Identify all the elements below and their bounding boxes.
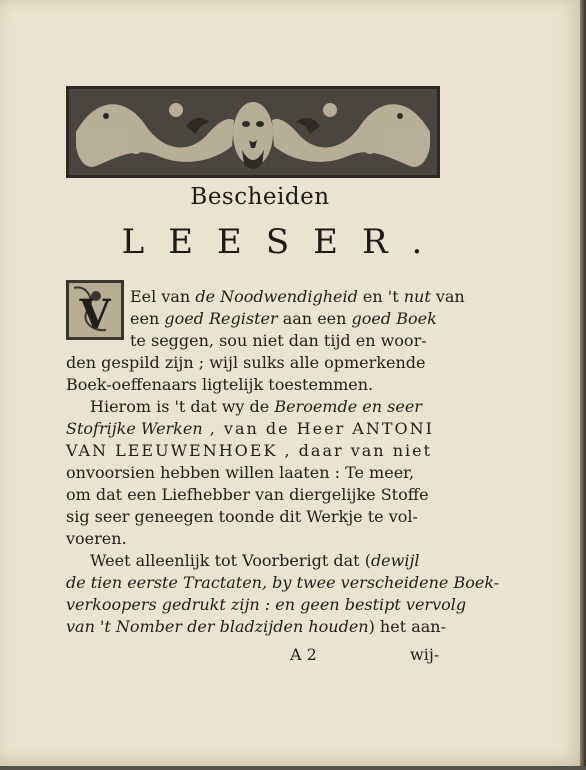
bottom-edge	[0, 766, 586, 770]
paragraph-1	[66, 286, 465, 396]
p2-line-2: Stofrijke Werken , van de Heer ANTONI	[66, 419, 434, 438]
p3-line-2: de tien eerste Tractaten, by twee verscheidene Boek-	[66, 573, 500, 592]
headpiece-ornament	[66, 86, 440, 178]
signature-mark: A 2	[290, 645, 317, 664]
p2-line-1: Hierom is 't dat wy de Beroemde en seer	[90, 397, 422, 416]
p2-line-7: voeren.	[66, 529, 127, 548]
paragraph-3	[66, 550, 500, 638]
p3-line-1: Weet alleenlijk tot Voorberigt dat (dewijl	[90, 551, 420, 570]
p2-line-6: sig seer geneegen toonde dit Werkje te vol-	[66, 507, 418, 526]
p1-line-4: den gespild zijn ; wijl sulks alle opmerkende	[66, 353, 426, 372]
page-edge-shadow	[580, 0, 586, 770]
p2-line-5: om dat een Liefhebber van diergelijke Stoffe	[66, 485, 429, 504]
p1-line-2: een goed Register aan een goed Boek	[130, 309, 437, 328]
svg-text:V: V	[79, 291, 111, 338]
p1-line-3: te seggen, sou niet dan tijd en woor-	[130, 331, 427, 350]
p2-line-4: onvoorsien hebben willen laaten : Te meer,	[66, 463, 415, 482]
p3-line-3: verkoopers gedrukt zijn : en geen bestipt vervolg	[66, 595, 467, 614]
paragraph-2	[66, 396, 446, 550]
p3-line-4: van 't Nomber der bladzijden houden) het aan-	[66, 617, 446, 636]
heading-bescheiden: Bescheiden	[190, 184, 330, 210]
catchword: wij-	[410, 645, 440, 664]
p2-line-3: VAN LEEUWENHOEK , daar van niet	[66, 441, 433, 460]
p1-line-1: Eel van de Noodwendigheid en 't nut van	[130, 287, 465, 306]
heading-leeser: LEESER.	[121, 222, 447, 262]
p1-line-5: Boek-oeffenaars ligtelijk toestemmen.	[66, 375, 374, 394]
